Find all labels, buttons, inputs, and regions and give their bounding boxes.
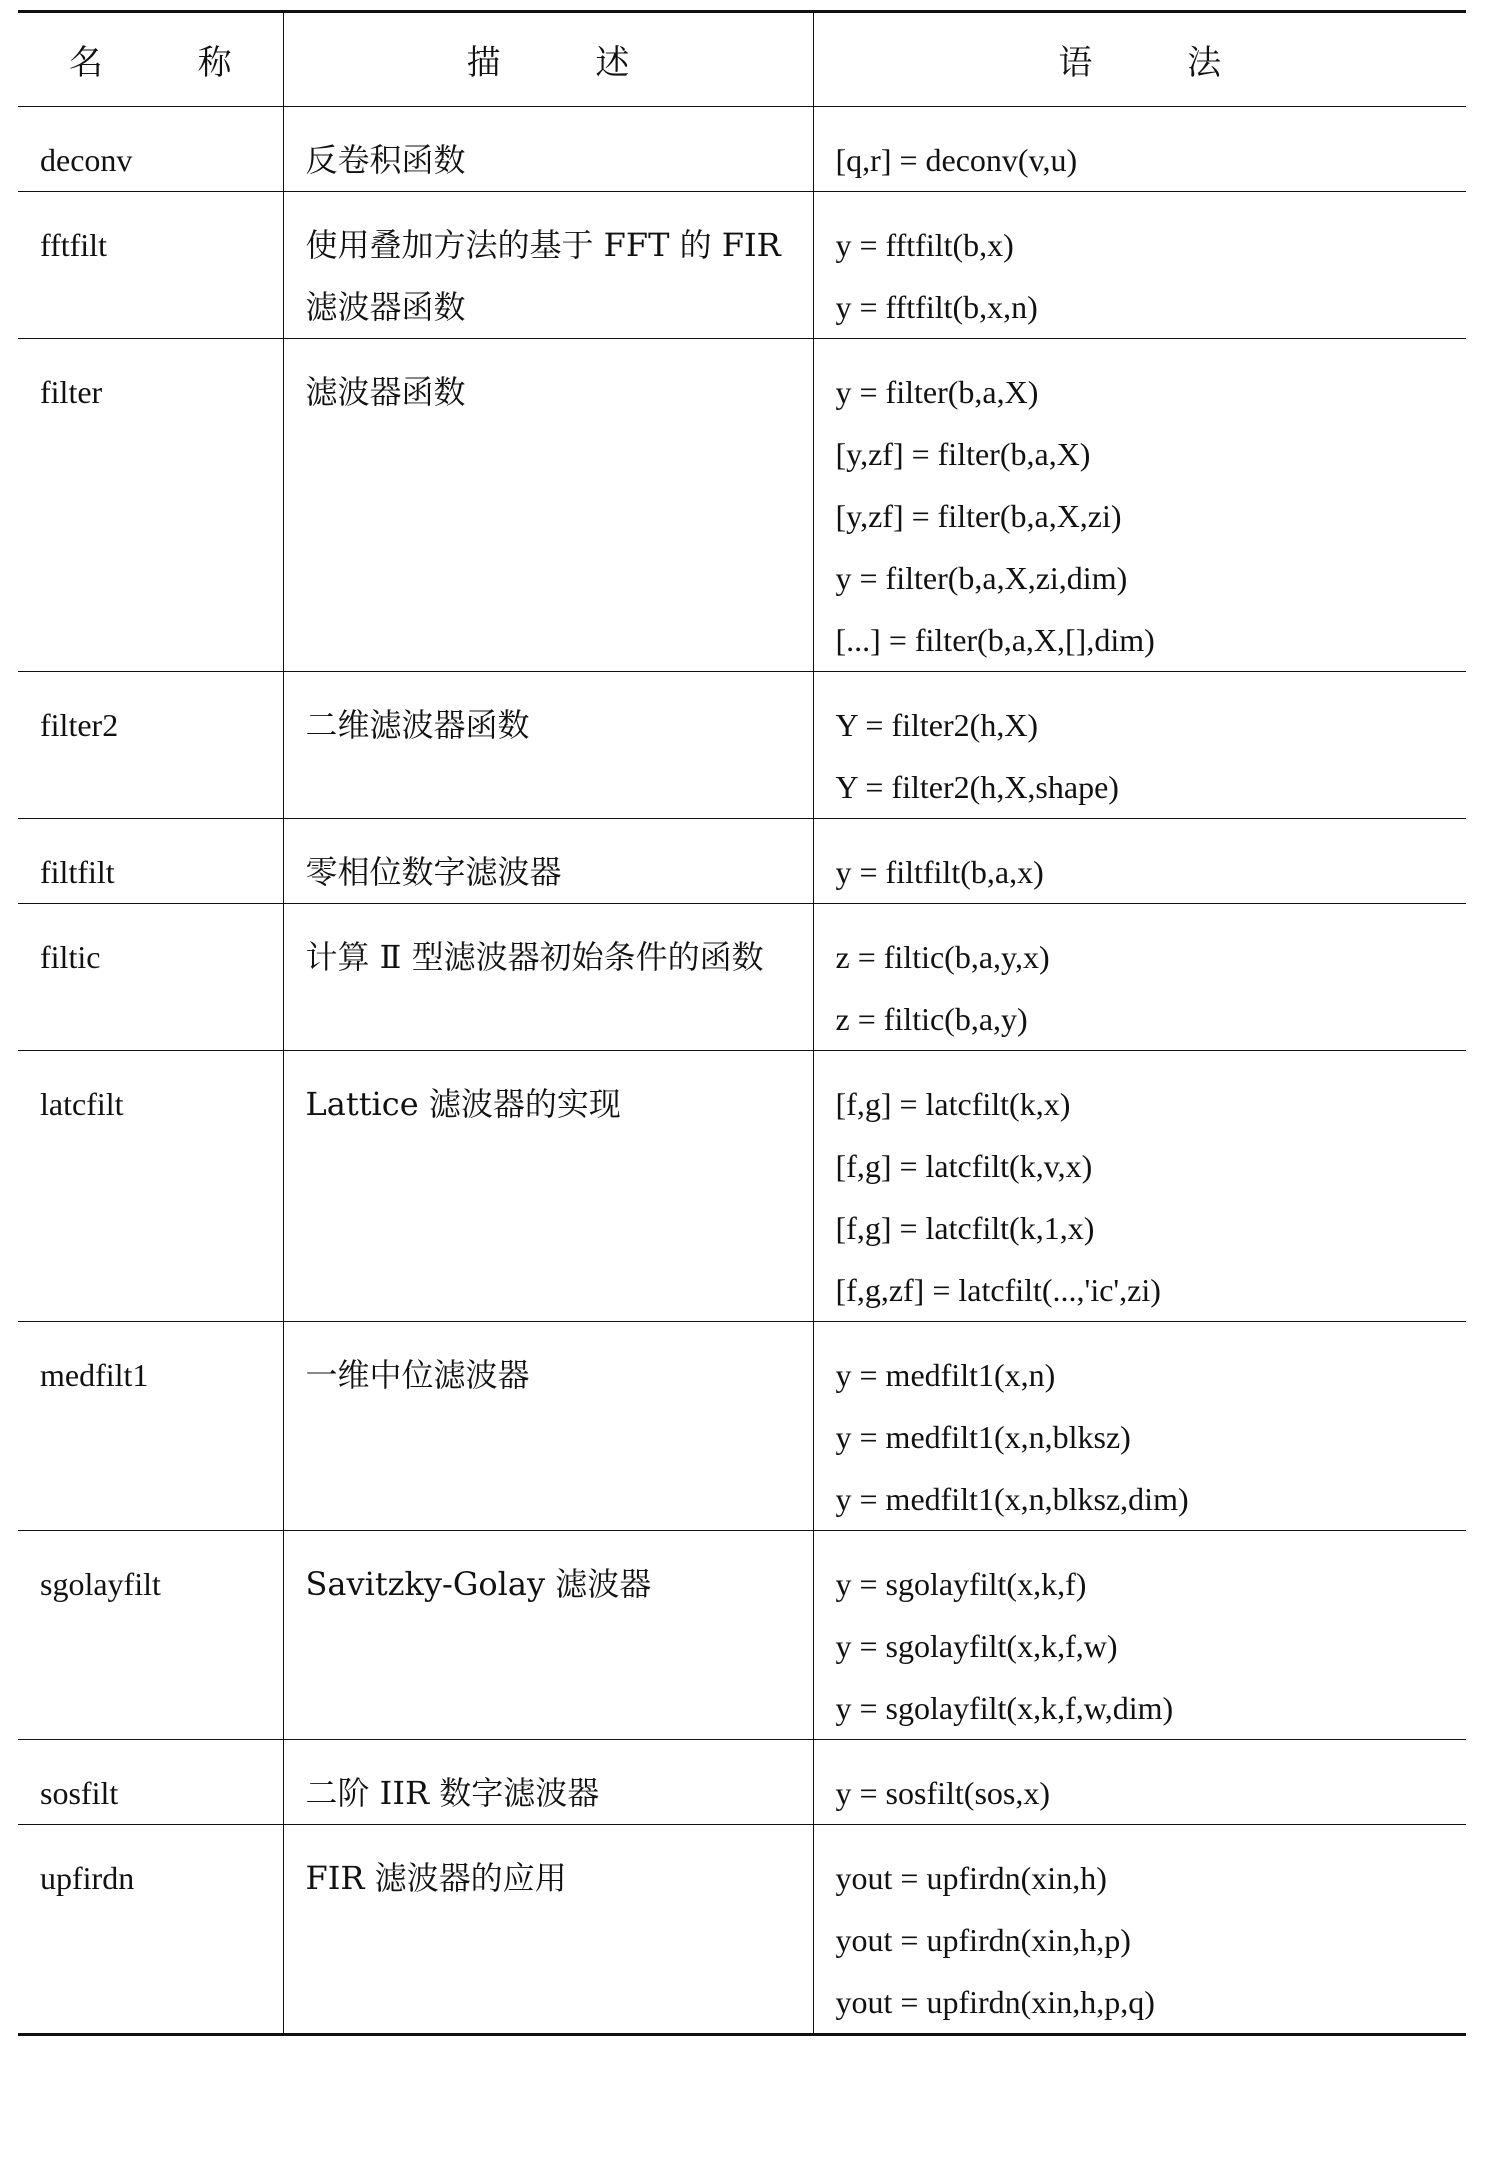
syntax-line: [y,zf] = filter(b,a,X,zi) <box>835 498 1122 534</box>
syntax-line: [f,g] = latcfilt(k,v,x) <box>835 1148 1093 1184</box>
syntax-line: y = filter(b,a,X) <box>835 374 1039 410</box>
table-row <box>18 1322 1466 1531</box>
syntax-line: z = filtic(b,a,y,x) <box>835 939 1050 975</box>
header-name: 名 称 <box>18 12 283 107</box>
table-header <box>18 12 1466 107</box>
syntax-line: y = filtfilt(b,a,x) <box>835 854 1044 890</box>
syntax-line: yout = upfirdn(xin,h,p) <box>835 1922 1131 1958</box>
function-description: 计算 Ⅱ 型滤波器初始条件的函数 <box>283 904 813 1051</box>
syntax-line: [y,zf] = filter(b,a,X) <box>835 436 1091 472</box>
table-row <box>18 107 1466 192</box>
function-name: latcfilt <box>18 1051 283 1322</box>
function-name: filtfilt <box>18 819 283 904</box>
function-name: medfilt1 <box>18 1322 283 1531</box>
function-syntax <box>813 339 1466 672</box>
function-description: 二阶 IIR 数字滤波器 <box>283 1740 813 1825</box>
function-syntax <box>813 1051 1466 1322</box>
function-name: upfirdn <box>18 1825 283 2035</box>
syntax-line: [f,g,zf] = latcfilt(...,'ic',zi) <box>835 1272 1161 1308</box>
table-body <box>18 107 1466 2035</box>
function-name: sosfilt <box>18 1740 283 1825</box>
function-syntax <box>813 1825 1466 2035</box>
function-table <box>18 10 1466 2036</box>
function-description: 使用叠加方法的基于 FFT 的 FIR 滤波器函数 <box>283 192 813 339</box>
syntax-line: yout = upfirdn(xin,h,p,q) <box>835 1984 1155 2020</box>
function-description: 滤波器函数 <box>283 339 813 672</box>
syntax-line: y = filter(b,a,X,zi,dim) <box>835 560 1128 596</box>
table-row <box>18 1531 1466 1740</box>
syntax-line: y = sosfilt(sos,x) <box>835 1775 1050 1811</box>
table-row <box>18 819 1466 904</box>
header-description: 描 述 <box>283 12 813 107</box>
syntax-line: [f,g] = latcfilt(k,x) <box>835 1086 1071 1122</box>
function-syntax <box>813 819 1466 904</box>
function-syntax <box>813 1740 1466 1825</box>
syntax-line: y = medfilt1(x,n,blksz) <box>835 1419 1131 1455</box>
syntax-line: y = fftfilt(b,x) <box>835 227 1014 263</box>
function-name: filtic <box>18 904 283 1051</box>
function-description: 反卷积函数 <box>283 107 813 192</box>
function-description: Lattice 滤波器的实现 <box>283 1051 813 1322</box>
syntax-line: z = filtic(b,a,y) <box>835 1001 1028 1037</box>
function-description: 二维滤波器函数 <box>283 672 813 819</box>
table-row <box>18 672 1466 819</box>
syntax-line: Y = filter2(h,X,shape) <box>835 769 1119 805</box>
function-syntax <box>813 1531 1466 1740</box>
syntax-line: y = medfilt1(x,n) <box>835 1357 1056 1393</box>
syntax-line: Y = filter2(h,X) <box>835 707 1039 743</box>
function-description: 一维中位滤波器 <box>283 1322 813 1531</box>
function-name: sgolayfilt <box>18 1531 283 1740</box>
syntax-line: yout = upfirdn(xin,h) <box>835 1860 1107 1896</box>
syntax-line: [...] = filter(b,a,X,[],dim) <box>835 622 1155 658</box>
syntax-line: y = fftfilt(b,x,n) <box>835 289 1038 325</box>
function-syntax <box>813 1322 1466 1531</box>
function-name: deconv <box>18 107 283 192</box>
function-description: Savitzky-Golay 滤波器 <box>283 1531 813 1740</box>
table-row <box>18 1051 1466 1322</box>
function-syntax <box>813 904 1466 1051</box>
syntax-line: [q,r] = deconv(v,u) <box>835 142 1078 178</box>
syntax-line: y = sgolayfilt(x,k,f,w,dim) <box>835 1690 1174 1726</box>
function-syntax <box>813 192 1466 339</box>
function-description: FIR 滤波器的应用 <box>283 1825 813 2035</box>
header-syntax: 语 法 <box>813 12 1466 107</box>
table-row <box>18 1740 1466 1825</box>
function-name: fftfilt <box>18 192 283 339</box>
syntax-line: y = sgolayfilt(x,k,f) <box>835 1566 1087 1602</box>
function-name: filter2 <box>18 672 283 819</box>
function-syntax <box>813 672 1466 819</box>
syntax-line: y = medfilt1(x,n,blksz,dim) <box>835 1481 1189 1517</box>
function-description: 零相位数字滤波器 <box>283 819 813 904</box>
table-row <box>18 192 1466 339</box>
header-row <box>18 12 1466 107</box>
table-row <box>18 1825 1466 2035</box>
function-name: filter <box>18 339 283 672</box>
table-row <box>18 904 1466 1051</box>
function-syntax <box>813 107 1466 192</box>
syntax-line: [f,g] = latcfilt(k,1,x) <box>835 1210 1095 1246</box>
syntax-line: y = sgolayfilt(x,k,f,w) <box>835 1628 1118 1664</box>
table-row <box>18 339 1466 672</box>
